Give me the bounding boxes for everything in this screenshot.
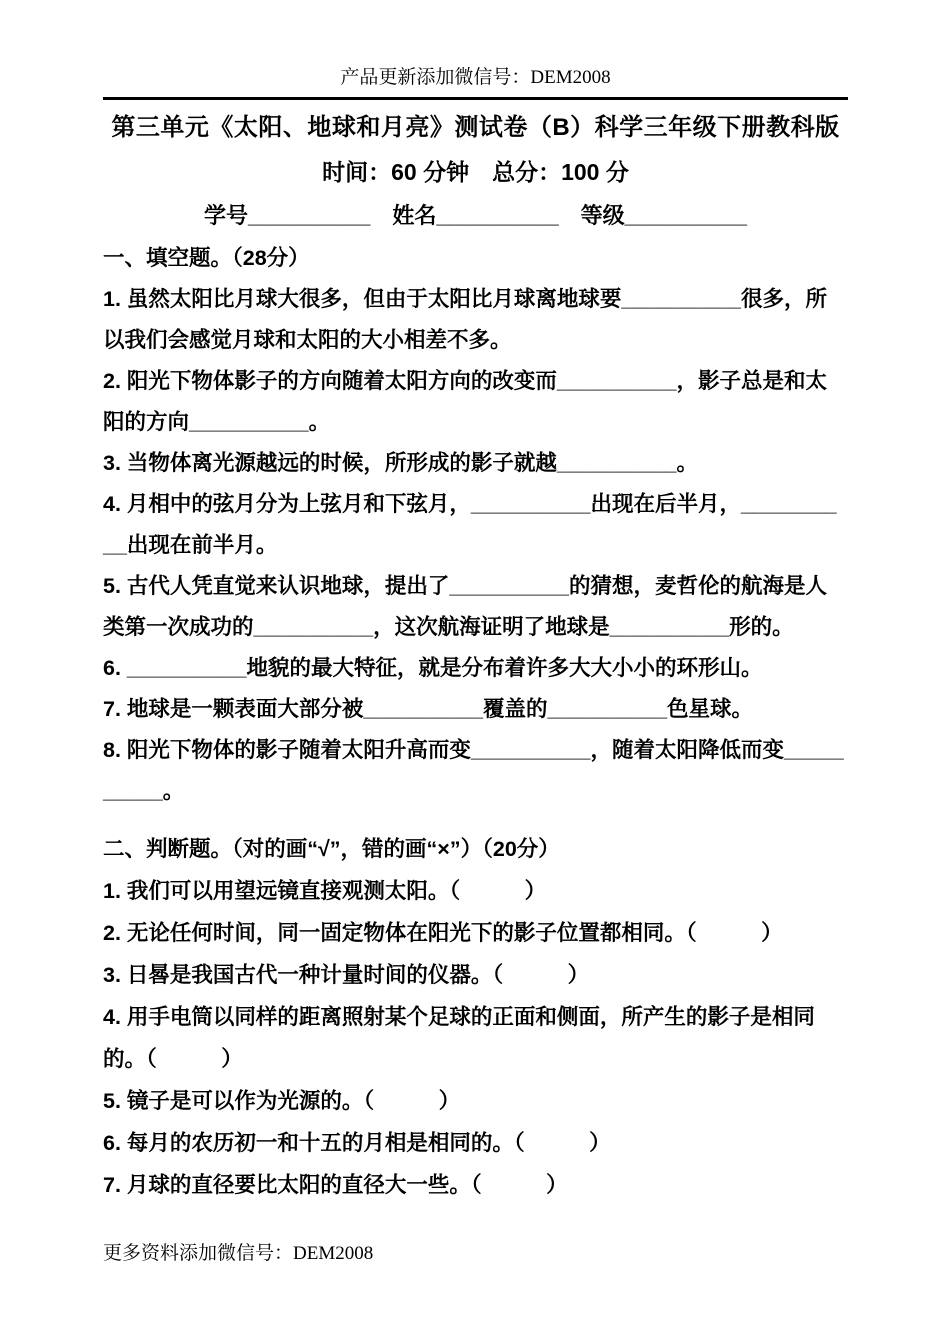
question-item: 2. 无论任何时间，同一固定物体在阳光下的影子位置都相同。（ ） [103, 921, 783, 945]
section-fill-blank [103, 238, 848, 812]
question-item: 4. 月相中的弦月分为上弦月和下弦月，__________出现在后半月，__________出现在前半月。 [103, 492, 837, 557]
question-item: 8. 阳光下物体的影子随着太阳升高而变__________，随着太阳降低而变__________。 [103, 738, 844, 803]
question-item: 4. 用手电筒以同样的距离照射某个足球的正面和侧面，所产生的影子是相同的。（ ） [103, 1005, 815, 1071]
question-item: 6. 每月的农历初一和十五的月相是相同的。（ ） [103, 1131, 611, 1155]
header-divider [103, 97, 848, 100]
footer-note: 更多资料添加微信号：DEM2008 [103, 1243, 374, 1264]
paper-title: 第三单元《太阳、地球和月亮》测试卷（B）科学三年级下册教科版 [111, 114, 840, 141]
question-item: 5. 古代人凭直觉来认识地球，提出了__________的猜想，麦哲伦的航海是人类第一次成功的__________，这次航海证明了地球是__________形的。 [103, 574, 827, 639]
question-item: 1. 虽然太阳比月球大很多，但由于太阳比月球离地球要__________很多，所以我们会感觉月球和太阳的大小相差不多。 [103, 287, 827, 352]
section-heading: 一、填空题。（28分） [103, 246, 310, 270]
question-item: 1. 我们可以用望远镜直接观测太阳。（ ） [103, 879, 547, 903]
question-item: 3. 日晷是我国古代一种计量时间的仪器。（ ） [103, 963, 590, 987]
question-item: 5. 镜子是可以作为光源的。（ ） [103, 1089, 461, 1113]
question-item: 7. 月球的直径要比太阳的直径大一些。（ ） [103, 1173, 568, 1197]
question-item: 6. __________地貌的最大特征，就是分布着许多大大小小的环形山。 [103, 656, 763, 680]
question-item: 2. 阳光下物体影子的方向随着太阳方向的改变而__________，影子总是和太阳的方向__________。 [103, 369, 827, 434]
section-true-false [103, 828, 848, 1206]
paper-meta-line: 时间：60 分钟 总分：100 分 [322, 159, 629, 185]
question-item: 3. 当物体离光源越远的时候，所形成的影子就越__________。 [103, 451, 698, 475]
paper-body [103, 238, 848, 1206]
header-note: 产品更新添加微信号：DEM2008 [340, 67, 611, 88]
section-heading: 二、判断题。（对的画“√”，错的画“×”）（20分） [103, 837, 560, 861]
student-info-line: 学号__________ 姓名__________ 等级__________ [203, 203, 748, 228]
question-item: 7. 地球是一颗表面大部分被__________覆盖的__________色星球。 [103, 697, 754, 721]
